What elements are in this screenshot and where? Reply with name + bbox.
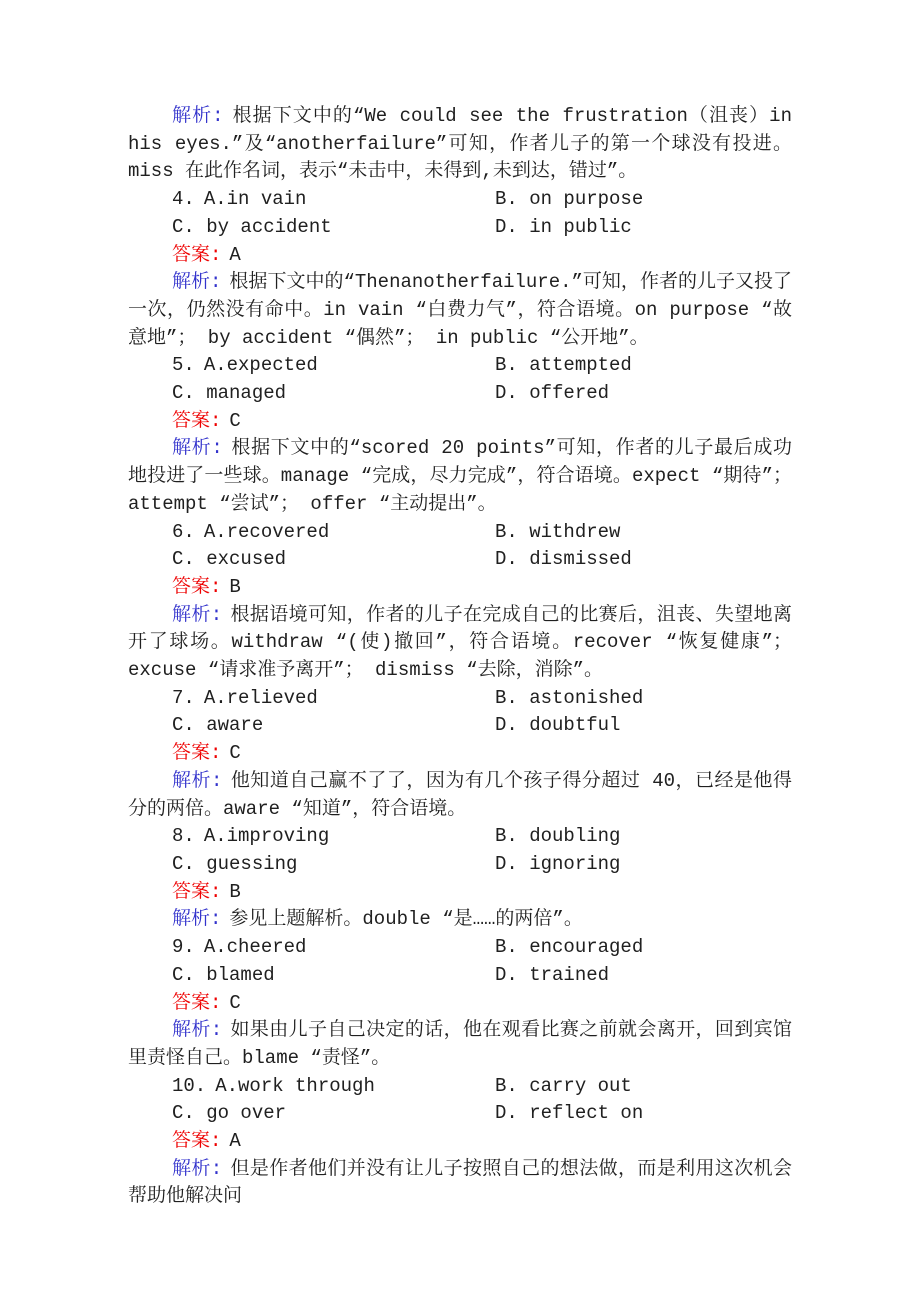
analysis-paragraph <box>128 906 792 934</box>
analysis-paragraph <box>128 435 792 518</box>
answer-label: 答案: <box>172 409 222 432</box>
question-number: 8. <box>172 825 195 848</box>
option-c: C. go over <box>172 1102 287 1125</box>
option-b: B. encouraged <box>495 936 644 959</box>
analysis-text: 他知道自己赢不了了，因为有几个孩子得分超过 40，已经是他得分的两倍。aware “知道”，符合语境。 <box>128 769 792 820</box>
option-d: D. trained <box>495 963 610 986</box>
option-a: A.relieved <box>203 686 318 709</box>
option-row <box>128 851 792 879</box>
analysis-text: 但是作者他们并没有让儿子按照自己的想法做，而是利用这次机会帮助他解决问 <box>128 1157 792 1208</box>
option-d: D. offered <box>495 382 610 405</box>
answer-line <box>128 574 792 602</box>
question-number: 4. <box>172 188 195 211</box>
option-a: A.expected <box>203 354 318 377</box>
answer-value: B <box>229 880 241 903</box>
question-number: 10. <box>172 1074 207 1097</box>
analysis-text: 根据下文中的“We could see the frustration（沮丧）in his eyes.”及“anotherfailure”可知，作者儿子的第一个球没有投进。miss 在此作名词，表示“未击中，未得到,未到达，错过”。 <box>128 105 792 183</box>
question-block <box>128 1073 792 1212</box>
option-row <box>128 1073 792 1101</box>
answer-line <box>128 1128 792 1156</box>
analysis-label: 解析: <box>172 1019 223 1042</box>
analysis-text: 根据语境可知，作者的儿子在完成自己的比赛后，沮丧、失望地离开了球场。withdraw “(使)撤回”，符合语境。recover “恢复健康”； excuse “请求准予离开”； dismiss “去除，消除”。 <box>128 603 792 682</box>
option-row <box>128 934 792 962</box>
answer-value: B <box>229 575 241 598</box>
option-row <box>128 352 792 380</box>
option-b: B. doubling <box>495 825 621 848</box>
analysis-label: 解析: <box>172 603 223 626</box>
question-block <box>128 352 792 518</box>
option-row <box>128 712 792 740</box>
option-row <box>128 1100 792 1128</box>
question-block <box>128 519 792 685</box>
answer-line <box>128 242 792 270</box>
option-row <box>128 186 792 214</box>
question-block <box>128 823 792 934</box>
option-a: A.recovered <box>203 520 330 543</box>
analysis-text: 根据下文中的“Thenanotherfailure.”可知，作者的儿子又投了一次，仍然没有命中。in vain “白费力气”，符合语境。on purpose “故意地”； by accident “偶然”； in public “公开地”。 <box>128 271 792 349</box>
option-row <box>128 823 792 851</box>
option-c: C. aware <box>172 714 264 737</box>
question-number: 6. <box>172 520 195 543</box>
analysis-text: 如果由儿子自己决定的话，他在观看比赛之前就会离开，回到宾馆里责怪自己。blame “责怪”。 <box>128 1019 792 1069</box>
option-a: A.cheered <box>203 936 307 959</box>
analysis-paragraph <box>128 1156 792 1211</box>
analysis-paragraph <box>128 768 792 823</box>
option-d: D. in public <box>495 215 632 238</box>
option-row <box>128 519 792 547</box>
answer-label: 答案: <box>172 1130 222 1153</box>
analysis-label: 解析: <box>172 437 223 460</box>
answer-line <box>128 990 792 1018</box>
option-a: A.improving <box>203 825 330 848</box>
analysis-label: 解析: <box>172 105 224 127</box>
answer-value: C <box>229 409 241 432</box>
answer-line <box>128 740 792 768</box>
question-number: 5. <box>172 354 195 377</box>
option-a: A.in vain <box>203 188 307 211</box>
option-row <box>128 546 792 574</box>
option-row <box>128 685 792 713</box>
option-a: A.work through <box>215 1074 375 1097</box>
question-block <box>128 934 792 1073</box>
answer-label: 答案: <box>172 243 222 266</box>
option-d: D. ignoring <box>495 852 621 875</box>
option-d: D. reflect on <box>495 1102 644 1125</box>
option-b: B. attempted <box>495 354 632 377</box>
option-b: B. carry out <box>495 1074 632 1097</box>
answer-value: A <box>229 1130 241 1153</box>
option-c: C. managed <box>172 382 287 405</box>
answer-line <box>128 408 792 436</box>
analysis-label: 解析: <box>172 271 222 294</box>
option-c: C. blamed <box>172 963 275 986</box>
answer-label: 答案: <box>172 575 222 598</box>
question-number: 9. <box>172 936 195 959</box>
option-row <box>128 214 792 242</box>
analysis-label: 解析: <box>172 1157 223 1180</box>
analysis-text: 参见上题解析。double “是……的两倍”。 <box>229 908 583 931</box>
analysis-paragraph <box>128 103 792 186</box>
option-d: D. dismissed <box>495 548 632 571</box>
question-block <box>128 685 792 824</box>
option-row <box>128 962 792 990</box>
option-b: B. on purpose <box>495 188 644 211</box>
option-b: B. withdrew <box>495 520 621 543</box>
answer-value: A <box>229 243 241 266</box>
answer-value: C <box>229 991 241 1014</box>
question-number: 7. <box>172 686 195 709</box>
answer-line <box>128 879 792 907</box>
analysis-label: 解析: <box>172 769 223 792</box>
analysis-text: 根据下文中的“scored 20 points”可知，作者的儿子最后成功地投进了一些球。manage “完成，尽力完成”，符合语境。expect “期待”；attempt “尝试”； offer “主动提出”。 <box>128 437 792 515</box>
answer-label: 答案: <box>172 742 222 765</box>
analysis-paragraph <box>128 602 792 685</box>
analysis-paragraph <box>128 269 792 352</box>
answer-value: C <box>229 742 241 765</box>
option-c: C. guessing <box>172 852 298 875</box>
analysis-paragraph <box>128 1017 792 1072</box>
question-block <box>128 186 792 352</box>
answer-label: 答案: <box>172 991 222 1014</box>
option-c: C. excused <box>172 548 287 571</box>
option-c: C. by accident <box>172 215 332 238</box>
option-row <box>128 380 792 408</box>
option-b: B. astonished <box>495 686 644 709</box>
option-d: D. doubtful <box>495 714 621 737</box>
answer-label: 答案: <box>172 880 222 903</box>
analysis-label: 解析: <box>172 908 222 931</box>
